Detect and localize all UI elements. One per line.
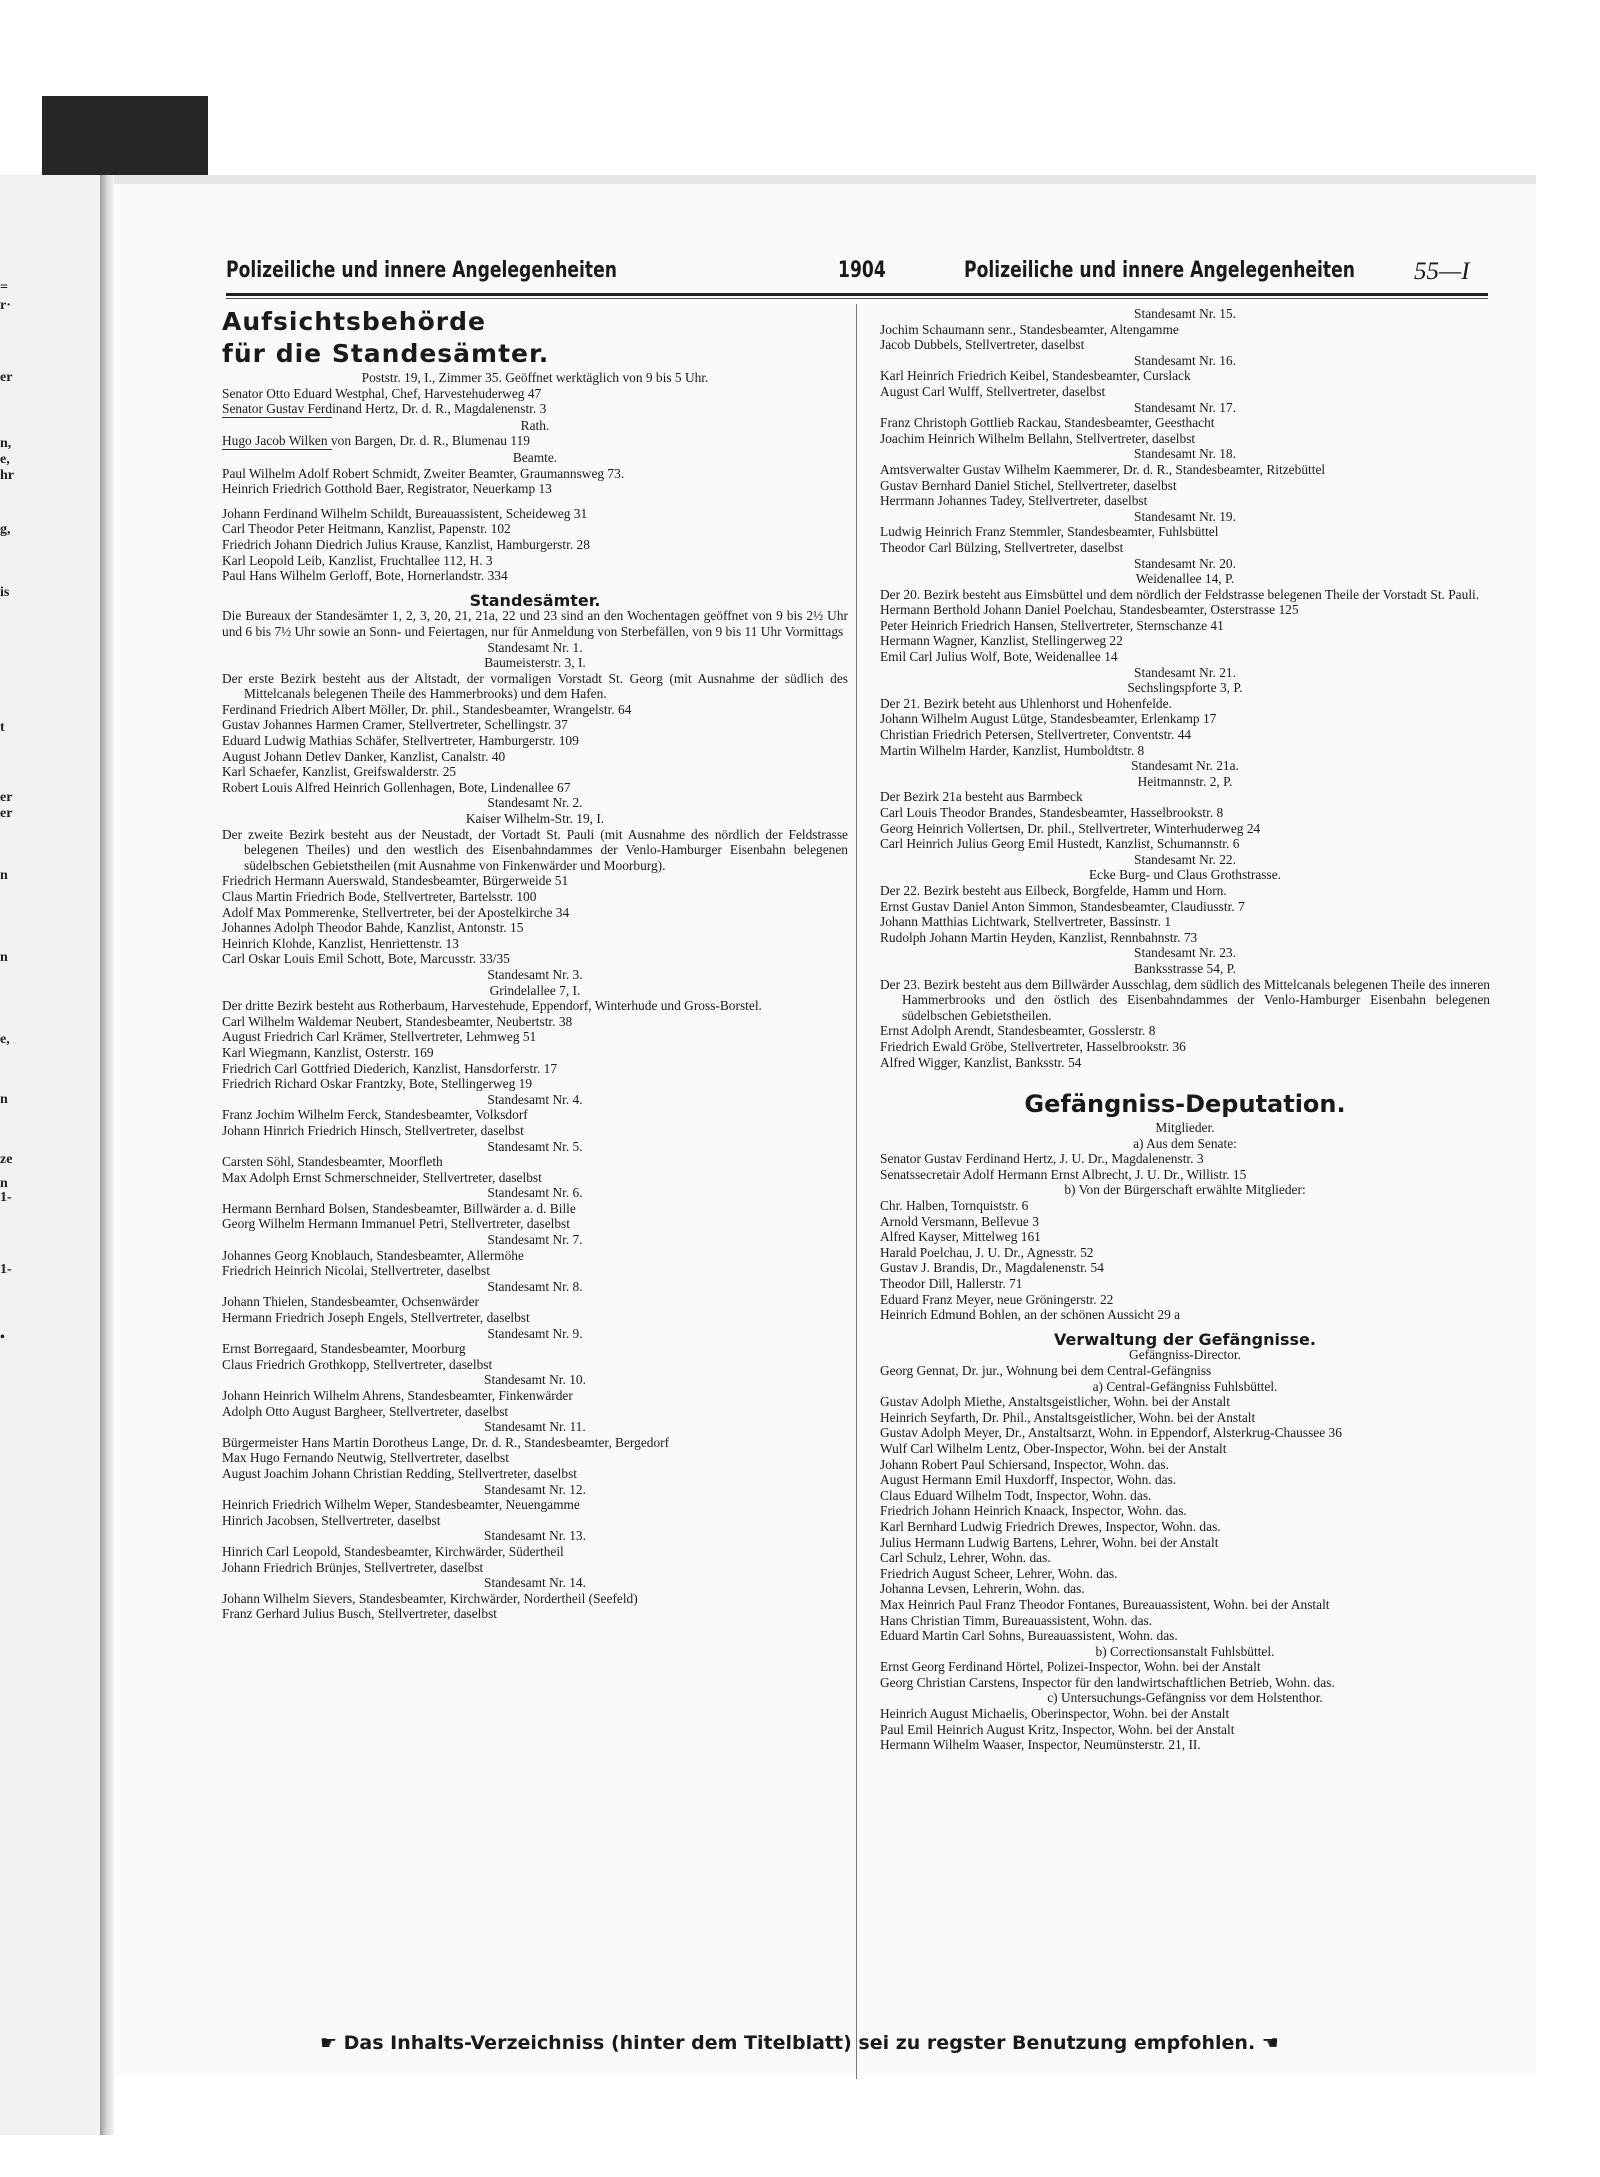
left-column	[222, 306, 848, 1622]
header-rule	[226, 293, 1488, 296]
text-line: Der 20. Bezirk besteht aus Eimsbüttel und dem nördlich der Feldstrasse belegenen Theile der Vorstadt St. Pauli.	[880, 586, 1480, 602]
text-line: Gustav Adolph Meyer, Dr., Anstaltsarzt, Wohn. in Eppendorf, Alsterkrug-Chaussee 36	[880, 1425, 1342, 1441]
text-line: Alfred Kayser, Mittelweg 161	[880, 1229, 1041, 1245]
text-line: Karl Wiegmann, Kanzlist, Osterstr. 169	[222, 1044, 434, 1060]
text-line: Friedrich August Scheer, Lehrer, Wohn. das.	[880, 1565, 1118, 1581]
section-heading: Standesamt Nr. 9.	[487, 1325, 583, 1341]
text-line: Johannes Georg Knoblauch, Standesbeamter, Allermöhe	[222, 1247, 524, 1263]
text-line: Rath.	[520, 417, 550, 433]
book-spine	[42, 96, 208, 186]
text-line: Hans Christian Timm, Bureauassistent, Wohn. das.	[880, 1612, 1153, 1628]
text-line: Peter Heinrich Friedrich Hansen, Stellvertreter, Sternschanze 41	[880, 617, 1224, 633]
text-line: Gustav J. Brandis, Dr., Magdalenenstr. 54	[880, 1260, 1104, 1276]
text-line: Der zweite Bezirk besteht aus der Neustadt, der Vortadt St. Pauli (mit Ausnahme des nördlich der Feldstrasse belegenen Theiles) und den westlich des Eisenbahndammes der Venlo-Hamburger Eisenbahn belegenen südelbschen Gebietstheilen (mit Ausnahme von Finkenwärder und Moorburg).	[222, 826, 848, 873]
text-line: Friedrich Carl Gottfried Diederich, Kanzlist, Hansdorferstr. 17	[222, 1060, 558, 1076]
text-line: Der 22. Bezirk besteht aus Eilbeck, Borgfelde, Hamm und Horn.	[880, 882, 1227, 898]
text-line: Johann Robert Paul Schiersand, Inspector, Wohn. das.	[880, 1456, 1169, 1472]
section-heading: Standesamt Nr. 20.	[1134, 555, 1236, 571]
footer-notice: ☛ Das Inhalts-Verzeichniss (hinter dem Titelblatt) sei zu regster Benutzung empfohlen. ☚	[320, 2032, 1279, 2054]
text-line: August Johann Detlev Danker, Kanzlist, Canalstr. 40	[222, 748, 506, 764]
text-line: Johann Wilhelm Sievers, Standesbeamter, Kirchwärder, Nordertheil (Seefeld)	[222, 1590, 638, 1606]
text-line: Ferdinand Friedrich Albert Möller, Dr. phil., Standesbeamter, Wrangelstr. 64	[222, 701, 632, 717]
text-line: Heinrich Klohde, Kanzlist, Henriettenstr. 13	[222, 935, 459, 951]
left-page-fragment: hr	[0, 468, 14, 483]
text-line: August Friedrich Carl Krämer, Stellvertreter, Lehmweg 51	[222, 1029, 537, 1045]
left-page-fragment: n	[0, 1092, 8, 1107]
text-line: Hermann Bernhard Bolsen, Standesbeamter, Billwärder a. d. Bille	[222, 1200, 576, 1216]
text-line: Hugo Jacob Wilken von Bargen, Dr. d. R., Blumenau 119	[222, 433, 530, 449]
text-line: Rudolph Johann Martin Heyden, Kanzlist, Rennbahnstr. 73	[880, 929, 1198, 945]
section-heading: Standesamt Nr. 14.	[484, 1575, 586, 1591]
text-line: Hermann Wagner, Kanzlist, Stellingerweg 22	[880, 633, 1123, 649]
left-page-fragment: n	[0, 868, 8, 883]
section-heading: Standesamt Nr. 11.	[484, 1419, 586, 1435]
text-line: Carl Heinrich Julius Georg Emil Hustedt, Kanzlist, Schumannstr. 6	[880, 836, 1240, 852]
text-line: Franz Gerhard Julius Busch, Stellvertreter, daselbst	[222, 1606, 498, 1622]
text-line: Johann Heinrich Wilhelm Ahrens, Standesbeamter, Finkenwärder	[222, 1388, 573, 1403]
text-line: Weidenallee 14, P.	[1135, 571, 1235, 587]
spacer	[222, 497, 848, 506]
text-line: Georg Heinrich Vollertsen, Dr. phil., Stellvertreter, Winterhuderweg 24	[880, 820, 1261, 836]
text-line: Friedrich Heinrich Nicolai, Stellvertreter, daselbst	[222, 1263, 490, 1279]
section-heading: Standesamt Nr. 10.	[484, 1372, 586, 1388]
text-line: Heinrich Edmund Bohlen, an der schönen Aussicht 29 a	[880, 1307, 1181, 1323]
section-heading: Standesamt Nr. 21a.	[1131, 758, 1239, 774]
text-line: Eduard Franz Meyer, neue Gröningerstr. 22	[880, 1291, 1114, 1307]
text-line: Kaiser Wilhelm-Str. 19, I.	[465, 811, 605, 827]
text-line: Carl Louis Theodor Brandes, Standesbeamter, Hasselbrookstr. 8	[880, 805, 1224, 820]
left-page-edge	[0, 175, 103, 2135]
page-number: 55—I	[1414, 258, 1470, 285]
text-line: Friedrich Johann Diedrich Julius Krause, Kanzlist, Hamburgerstr. 28	[222, 536, 590, 552]
text-line: Heinrich Seyfarth, Dr. Phil., Anstaltsgeistlicher, Wohn. bei der Anstalt	[880, 1409, 1256, 1425]
text-line: Franz Christoph Gottlieb Rackau, Standesbeamter, Geesthacht	[880, 415, 1215, 431]
left-page-fragment: ze	[0, 1152, 13, 1167]
text-line: Friedrich Hermann Auerswald, Standesbeamter, Bürgerweide 51	[222, 873, 569, 889]
text-line: Johanna Levsen, Lehrerin, Wohn. das.	[880, 1581, 1085, 1597]
text-line: Senatssecretair Adolf Hermann Ernst Albrecht, J. U. Dr., Willistr. 15	[880, 1166, 1247, 1182]
text-line: Arnold Versmann, Bellevue 3	[880, 1213, 1039, 1229]
text-line: Martin Wilhelm Harder, Kanzlist, Humboldtstr. 8	[880, 742, 1145, 758]
text-line: Heinrich Friedrich Gotthold Baer, Registrator, Neuerkamp 13	[222, 481, 552, 497]
text-line: Max Heinrich Paul Franz Theodor Fontanes, Bureauassistent, Wohn. bei der Anstalt	[880, 1596, 1330, 1612]
left-page-fragment: n,	[0, 436, 12, 451]
section-heading: Gefängniss-Deputation.	[1024, 1090, 1346, 1119]
text-line: Hinrich Jacobsen, Stellvertreter, daselbst	[222, 1512, 441, 1528]
text-line: Claus Friedrich Grothkopp, Stellvertreter, daselbst	[222, 1356, 493, 1372]
left-page-fragment: 1-	[0, 1262, 12, 1277]
section-heading: b) Correctionsanstalt Fuhlsbüttel.	[1095, 1643, 1275, 1659]
text-line: Gustav Adolph Miethe, Anstaltsgeistlicher, Wohn. bei der Anstalt	[880, 1394, 1230, 1410]
section-heading: Standesamt Nr. 6.	[487, 1185, 583, 1201]
text-line: Julius Hermann Ludwig Bartens, Lehrer, Wohn. bei der Anstalt	[880, 1534, 1219, 1550]
section-heading: Standesämter.	[469, 590, 601, 610]
text-line: Der 23. Bezirk besteht aus dem Billwärder Ausschlag, dem südlich des Mittelcanals belegenen Theile des inneren Hammerbrooks und den östlich des Eisenbahndammes der Venlo-Hamburger Eisenbahn belegenen südelbschen Gebietstheilen.	[880, 976, 1490, 1023]
text-line: Carl Wilhelm Waldemar Neubert, Standesbeamter, Neubertstr. 38	[222, 1013, 573, 1029]
left-page-fragment: n	[0, 1176, 8, 1191]
text-line: Hermann Wilhelm Waaser, Inspector, Neumünsterstr. 21, II.	[880, 1737, 1201, 1753]
page-gutter	[100, 175, 114, 2135]
text-line: Emil Carl Julius Wolf, Bote, Weidenallee 14	[880, 649, 1118, 665]
text-line: Ernst Borregaard, Standesbeamter, Moorburg	[222, 1341, 466, 1357]
section-heading: Standesamt Nr. 19.	[1134, 508, 1236, 524]
spacer	[880, 1070, 1490, 1079]
text-line: Ernst Georg Ferdinand Hörtel, Polizei-Inspector, Wohn. bei der Anstalt	[880, 1659, 1261, 1675]
section-heading: Standesamt Nr. 22.	[1134, 851, 1236, 867]
section-heading: Verwaltung der Gefängnisse.	[1054, 1329, 1316, 1349]
text-line: Hermann Berthold Johann Daniel Poelchau, Standesbeamter, Osterstrasse 125	[880, 602, 1299, 618]
text-line: Georg Wilhelm Hermann Immanuel Petri, Stellvertreter, daselbst	[222, 1216, 570, 1232]
text-line: Jacob Dubbels, Stellvertreter, daselbst	[880, 337, 1085, 353]
text-line: August Joachim Johann Christian Redding, Stellvertreter, daselbst	[222, 1465, 578, 1481]
text-line: Johann Ferdinand Wilhelm Schildt, Bureauassistent, Scheideweg 31	[222, 505, 588, 521]
left-page-fragment: 1-	[0, 1190, 12, 1205]
text-line: Robert Louis Alfred Heinrich Gollenhagen, Bote, Lindenallee 67	[222, 779, 571, 795]
text-line: Karl Leopold Leib, Kanzlist, Fruchtallee 112, H. 3	[222, 552, 493, 568]
text-line: Johann Thielen, Standesbeamter, Ochsenwärder	[222, 1294, 479, 1310]
text-line: Franz Jochim Wilhelm Ferck, Standesbeamter, Volksdorf	[222, 1107, 528, 1123]
text-line: Heinrich Friedrich Wilhelm Weper, Standesbeamter, Neuengamme	[222, 1497, 580, 1513]
column-divider	[856, 304, 857, 2079]
section-heading: Standesamt Nr. 3.	[487, 966, 583, 982]
section-heading: c) Untersuchungs-Gefängniss vor dem Holstenthor.	[1047, 1690, 1323, 1706]
section-heading: a) Central-Gefängniss Fuhlsbüttel.	[1092, 1378, 1278, 1394]
section-heading: für die Standesämter.	[222, 339, 550, 368]
text-line: Alfred Wigger, Kanzlist, Banksstr. 54	[880, 1054, 1082, 1070]
section-heading: Standesamt Nr. 1.	[487, 639, 583, 655]
text-line: a) Aus dem Senate:	[1133, 1135, 1237, 1151]
running-header	[226, 258, 1488, 292]
text-line: Johann Wilhelm August Lütge, Standesbeamter, Erlenkamp 17	[880, 711, 1217, 727]
text-line: Die Bureaux der Standesämter 1, 2, 3, 20, 21, 21a, 22 und 23 sind an den Wochentagen geöffnet von 9 bis 2½ Uhr und 6 bis 7½ Uhr sowie an Sonn- und Feiertagen, nur für Anmeldung von Sterbefällen, von 9 bis 11 Uhr Vormittags	[222, 608, 848, 639]
text-line: Theodor Dill, Hallerstr. 71	[880, 1276, 1023, 1292]
text-line: Heitmannstr. 2, P.	[1137, 773, 1233, 789]
text-line: Georg Christian Carstens, Inspector für den landwirtschaftlichen Betrieb, Wohn. das.	[880, 1674, 1335, 1690]
section-heading: b) Von der Bürgerschaft erwählte Mitglieder:	[1064, 1182, 1306, 1198]
text-line: Poststr. 19, I., Zimmer 35. Geöffnet werktäglich von 9 bis 5 Uhr.	[361, 370, 709, 385]
section-heading: Standesamt Nr. 23.	[1134, 945, 1236, 961]
text-line: Max Hugo Fernando Neutwig, Stellvertreter, daselbst	[222, 1450, 509, 1466]
text-line: Bürgermeister Hans Martin Dorotheus Lange, Dr. d. R., Standesbeamter, Bergedorf	[222, 1434, 670, 1450]
text-line: Der dritte Bezirk besteht aus Rotherbaum, Harvestehude, Eppendorf, Winterhude und Gross-Borstel.	[222, 998, 762, 1014]
section-heading: Standesamt Nr. 16.	[1134, 352, 1236, 368]
text-line: Hinrich Carl Leopold, Standesbeamter, Kirchwärder, Südertheil	[222, 1543, 564, 1559]
text-line: Johannes Adolph Theodor Bahde, Kanzlist, Antonstr. 15	[222, 920, 524, 936]
text-line: Ernst Gustav Daniel Anton Simmon, Standesbeamter, Claudiusstr. 7	[880, 898, 1245, 914]
section-heading: Standesamt Nr. 17.	[1134, 399, 1236, 415]
text-line: Banksstrasse 54, P.	[1134, 960, 1236, 976]
text-line: Heinrich August Michaelis, Oberinspector, Wohn. bei der Anstalt	[880, 1706, 1230, 1722]
left-page-fragment: er	[0, 806, 13, 821]
text-line: Johann Hinrich Friedrich Hinsch, Stellvertreter, daselbst	[222, 1122, 524, 1138]
text-line: Senator Gustav Ferdinand Hertz, Dr. d. R., Magdalenenstr. 3	[222, 401, 547, 417]
header-left-title: Polizeiliche und innere Angelegenheiten	[226, 258, 617, 283]
text-line: Claus Eduard Wilhelm Todt, Inspector, Wohn. das.	[880, 1487, 1152, 1503]
left-page-fragment: =	[0, 280, 8, 295]
text-line: Baumeisterstr. 3, I.	[484, 655, 586, 671]
section-heading: Standesamt Nr. 4.	[487, 1091, 583, 1107]
text-line: Gustav Bernhard Daniel Stichel, Stellvertreter, daselbst	[880, 477, 1177, 493]
text-line: Georg Gennat, Dr. jur., Wohnung bei dem Central-Gefängniss	[880, 1363, 1212, 1378]
right-column	[880, 306, 1490, 1753]
text-line: Mitglieder.	[1155, 1120, 1215, 1136]
text-line: Der erste Bezirk besteht aus der Altstadt, der vormaligen Vorstadt St. Georg (mit Ausnahme der südlich des Mittelcanals belegenen Theile des Hammerbrooks) und dem Hafen.	[222, 670, 848, 702]
text-line: Adolf Max Pommerenke, Stellvertreter, bei der Apostelkirche 34	[222, 904, 570, 920]
text-line: Senator Otto Eduard Westphal, Chef, Harvestehuderweg 47	[222, 385, 542, 401]
text-line: Standesamt Nr. 15.	[1134, 306, 1236, 321]
left-page-fragment: •	[0, 1330, 5, 1345]
text-line: August Carl Wulff, Stellvertreter, daselbst	[880, 383, 1106, 399]
text-line: Amtsverwalter Gustav Wilhelm Kaemmerer, Dr. d. R., Standesbeamter, Ritzebüttel	[880, 461, 1326, 477]
text-line: Jochim Schaumann senr., Standesbeamter, Altengamme	[880, 321, 1179, 337]
text-line: Gustav Johannes Harmen Cramer, Stellvertreter, Schellingstr. 37	[222, 717, 568, 733]
left-page-fragment: e,	[0, 452, 10, 467]
spacer	[880, 1079, 1490, 1088]
text-line: Carl Oskar Louis Emil Schott, Bote, Marcusstr. 33/35	[222, 951, 510, 967]
text-line: Paul Wilhelm Adolf Robert Schmidt, Zweiter Beamter, Graumannsweg 73.	[222, 465, 625, 481]
text-line: August Hermann Emil Huxdorff, Inspector, Wohn. das.	[880, 1472, 1177, 1488]
text-line: Eduard Martin Carl Sohns, Bureauassistent, Wohn. das.	[880, 1628, 1178, 1644]
text-line: Adolph Otto August Bargheer, Stellvertreter, daselbst	[222, 1403, 509, 1419]
text-line: Johann Friedrich Brünjes, Stellvertreter, daselbst	[222, 1559, 484, 1575]
text-line: Friedrich Johann Heinrich Knaack, Inspector, Wohn. das.	[880, 1503, 1187, 1519]
left-page-fragment: is	[0, 585, 10, 600]
text-line: Ernst Adolph Arendt, Standesbeamter, Gosslerstr. 8	[880, 1023, 1156, 1039]
text-line: Paul Hans Wilhelm Gerloff, Bote, Hornerlandstr. 334	[222, 568, 508, 584]
text-line: Joachim Heinrich Wilhelm Bellahn, Stellvertreter, daselbst	[880, 430, 1196, 446]
text-line: Claus Martin Friedrich Bode, Stellvertreter, Bartelsstr. 100	[222, 889, 537, 904]
text-line: Herrmann Johannes Tadey, Stellvertreter, daselbst	[880, 493, 1148, 509]
text-line: Senator Gustav Ferdinand Hertz, J. U. Dr., Magdalenenstr. 3	[880, 1151, 1204, 1167]
text-line: Sechslingspforte 3, P.	[1127, 680, 1243, 696]
section-heading: Standesamt Nr. 7.	[487, 1232, 583, 1248]
section-heading: Standesamt Nr. 18.	[1134, 446, 1236, 462]
header-right-title: Polizeiliche und innere Angelegenheiten	[964, 258, 1355, 283]
text-line: Hermann Friedrich Joseph Engels, Stellvertreter, daselbst	[222, 1310, 530, 1326]
text-line: Friedrich Richard Oskar Frantzky, Bote, Stellingerweg 19	[222, 1076, 533, 1092]
section-heading: Standesamt Nr. 5.	[487, 1138, 583, 1154]
text-line: Der Bezirk 21a besteht aus Barmbeck	[880, 789, 1083, 805]
text-line: Christian Friedrich Petersen, Stellvertreter, Conventstr. 44	[880, 727, 1192, 743]
text-line: Karl Schaefer, Kanzlist, Greifswalderstr. 25	[222, 764, 457, 780]
left-page-fragment: er	[0, 790, 13, 805]
text-line: Harald Poelchau, J. U. Dr., Agnesstr. 52	[880, 1244, 1094, 1260]
section-heading: Standesamt Nr. 12.	[484, 1481, 586, 1497]
text-line: Der 21. Bezirk beteht aus Uhlenhorst und Hohenfelde.	[880, 695, 1172, 711]
text-line: Carl Theodor Peter Heitmann, Kanzlist, Papenstr. 102	[222, 521, 511, 537]
text-line: Carl Schulz, Lehrer, Wohn. das.	[880, 1550, 1051, 1566]
header-year: 1904	[838, 258, 886, 283]
text-line: Johann Matthias Lichtwark, Stellvertreter, Bassinstr. 1	[880, 914, 1172, 930]
left-page-fragment: n	[0, 950, 8, 965]
text-line: Theodor Carl Bülzing, Stellvertreter, daselbst	[880, 539, 1124, 555]
text-line: Karl Heinrich Friedrich Keibel, Standesbeamter, Curslack	[880, 368, 1191, 384]
section-heading: Standesamt Nr. 8.	[487, 1278, 583, 1294]
text-line: Beamte.	[512, 449, 558, 465]
left-page-fragment: r·	[0, 298, 11, 313]
text-line: Ecke Burg- und Claus Grothstrasse.	[1088, 867, 1282, 883]
left-page-fragment: er	[0, 370, 13, 385]
text-line: Wulf Carl Wilhelm Lentz, Ober-Inspector, Wohn. bei der Anstalt	[880, 1440, 1227, 1456]
text-line: Ludwig Heinrich Franz Stemmler, Standesbeamter, Fuhlsbüttel	[880, 524, 1219, 540]
text-line: Karl Bernhard Ludwig Friedrich Drewes, Inspector, Wohn. das.	[880, 1518, 1221, 1534]
text-line: Carsten Söhl, Standesbeamter, Moorfleth	[222, 1154, 443, 1170]
text-line: Eduard Ludwig Mathias Schäfer, Stellvertreter, Hamburgerstr. 109	[222, 733, 579, 749]
text-line: Friedrich Ewald Gröbe, Stellvertreter, Hasselbrookstr. 36	[880, 1038, 1186, 1054]
text-line: Chr. Halben, Tornquiststr. 6	[880, 1198, 1029, 1214]
section-heading: Standesamt Nr. 21.	[1134, 664, 1236, 680]
text-line: Paul Emil Heinrich August Kritz, Inspector, Wohn. bei der Anstalt	[880, 1721, 1235, 1737]
left-page-fragment: e,	[0, 1032, 10, 1047]
left-page-fragment: t	[0, 720, 5, 735]
section-heading: Aufsichtsbehörde	[222, 307, 486, 336]
text-line: Max Adolph Ernst Schmerschneider, Stellvertreter, daselbst	[222, 1169, 542, 1185]
text-line: Gefängniss-Director.	[1129, 1347, 1241, 1363]
left-page-fragment: g,	[0, 522, 11, 537]
section-heading: Standesamt Nr. 13.	[484, 1528, 586, 1544]
text-line: Grindelallee 7, I.	[489, 982, 581, 998]
header-rule-thin	[226, 298, 1488, 299]
section-heading: Standesamt Nr. 2.	[487, 795, 583, 811]
